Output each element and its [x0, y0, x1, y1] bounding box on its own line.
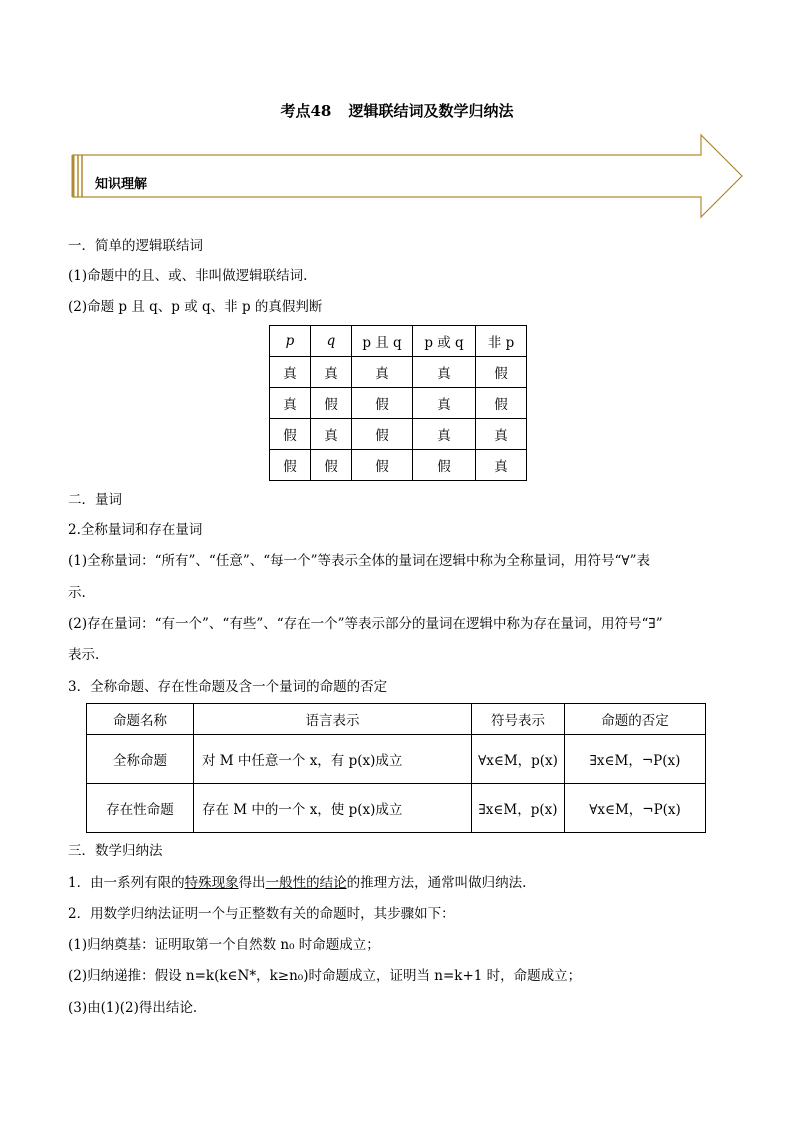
section2-heading: 二．量词 — [68, 492, 122, 508]
table-cell: 假 — [476, 388, 527, 419]
section3-step1: (1)归纳奠基：证明取第一个自然数 n₀ 时命题成立； — [68, 937, 380, 953]
truth-table — [269, 325, 527, 481]
section3-heading: 三．数学归纳法 — [68, 843, 163, 859]
section1-item1: (1)命题中的且、或、非叫做逻辑联结词. — [68, 268, 308, 284]
table-row — [270, 419, 527, 450]
item1-post: 的推理方法，通常叫做归纳法. — [346, 875, 527, 891]
table-cell: 真 — [413, 388, 476, 419]
table-cell: 存在 M 中的一个 x，使 p(x)成立 — [194, 784, 472, 833]
table-header-cell: q — [311, 326, 352, 357]
section1-item2: (2)命题 p 且 q、p 或 q、非 p 的真假判断 — [68, 299, 323, 315]
table-cell: 真 — [352, 357, 413, 388]
section2-item2b: 表示. — [68, 647, 100, 663]
section3-item2: 2．用数学归纳法证明一个与正整数有关的命题时，其步骤如下： — [68, 906, 455, 922]
table-header-cell: p 或 q — [413, 326, 476, 357]
table-cell: 假 — [352, 419, 413, 450]
section2-sub: 2.全称量词和存在量词 — [68, 522, 203, 538]
table-row — [270, 357, 527, 388]
title-name: 逻辑联结词及数学归纳法 — [348, 102, 514, 120]
table-cell: 假 — [476, 357, 527, 388]
table-header-row — [270, 326, 527, 357]
table-row — [270, 388, 527, 419]
table-cell: 存在性命题 — [87, 784, 194, 833]
banner-label: 知识理解 — [95, 177, 148, 192]
table-cell: 真 — [270, 357, 311, 388]
section2-item1a: (1)全称量词：“所有”、“任意”、“每一个”等表示全体的量词在逻辑中称为全称量词，用符号“∀”表 — [68, 553, 650, 569]
item1-underline-2: 一般性的结论 — [265, 875, 347, 891]
section1-heading: 一．简单的逻辑联结词 — [68, 238, 203, 254]
table-row — [87, 784, 706, 833]
table-header-cell: p 且 q — [352, 326, 413, 357]
table-cell: 对 M 中任意一个 x，有 p(x)成立 — [194, 735, 472, 784]
table-cell: 真 — [413, 419, 476, 450]
table-cell: 假 — [311, 388, 352, 419]
section2-sub3: 3．全称命题、存在性命题及含一个量词的命题的否定 — [68, 679, 388, 695]
table-cell: 真 — [270, 388, 311, 419]
table-cell: 真 — [476, 450, 527, 481]
table-cell: 假 — [352, 450, 413, 481]
item1-mid: 得出 — [238, 875, 266, 891]
table-cell: 假 — [413, 450, 476, 481]
quantifier-table — [86, 703, 706, 833]
section3-item1 — [68, 873, 526, 893]
table-header-cell: 非 p — [476, 326, 527, 357]
table-row — [270, 450, 527, 481]
table-cell: 假 — [352, 388, 413, 419]
item1-underline-1: 特殊现象 — [184, 875, 239, 891]
table-cell: 真 — [311, 419, 352, 450]
table-row — [87, 735, 706, 784]
table-cell: 假 — [270, 450, 311, 481]
table-header-cell: 命题的否定 — [565, 704, 706, 735]
table-cell: ∃x∈M，p(x) — [472, 784, 565, 833]
table-cell: ∀x∈M，p(x) — [472, 735, 565, 784]
table-cell: ∃x∈M，¬P(x) — [565, 735, 706, 784]
item1-pre: 1．由一系列有限的 — [68, 875, 185, 891]
table-header-cell: 命题名称 — [87, 704, 194, 735]
table-header-cell: 符号表示 — [472, 704, 565, 735]
section2-item1b: 示. — [68, 585, 86, 601]
table-header-cell: 语言表示 — [194, 704, 472, 735]
title-code: 考点48 — [280, 102, 332, 120]
table-cell: 假 — [270, 419, 311, 450]
section3-step3: (3)由(1)(2)得出结论. — [68, 1000, 198, 1016]
page-title — [0, 100, 794, 121]
table-cell: 真 — [476, 419, 527, 450]
section3-step2: (2)归纳递推：假设 n=k(k∈N*，k≥n₀)时命题成立，证明当 n=k+1 时，命题成立； — [68, 968, 582, 984]
table-cell: 全称命题 — [87, 735, 194, 784]
table-cell: 假 — [311, 450, 352, 481]
table-header-cell: p — [270, 326, 311, 357]
table-cell: ∀x∈M，¬P(x) — [565, 784, 706, 833]
section2-item2a: (2)存在量词：“有一个”、“有些”、“存在一个”等表示部分的量词在逻辑中称为存在量词，用符号“∃” — [68, 616, 663, 632]
section-banner-arrow — [68, 133, 744, 219]
table-cell: 真 — [413, 357, 476, 388]
table-cell: 真 — [311, 357, 352, 388]
table-header-row — [87, 704, 706, 735]
